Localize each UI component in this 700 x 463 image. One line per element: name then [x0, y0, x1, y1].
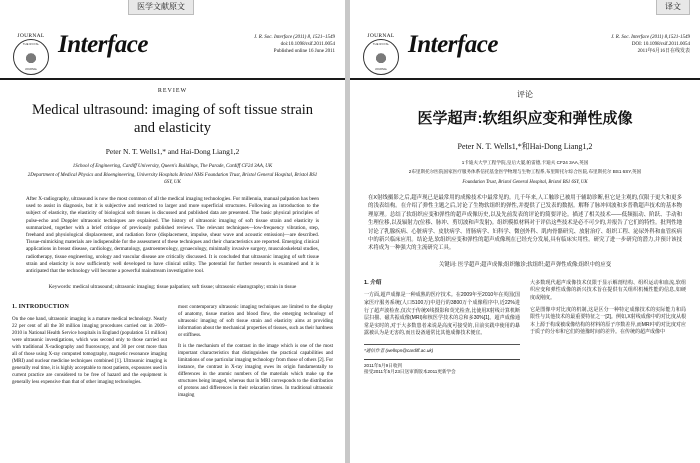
body-columns-left [12, 304, 333, 403]
body-paragraph-1-right: 大多数现代超声成像技术仅限于显示解剖结构、组织运动和血流,软组织应变和弹性成像的新兴技术旨在提供有关组织机械性能的信息,如硬度或刚度。 [530, 279, 686, 302]
body-columns-right [364, 280, 686, 376]
crest-emblem-right [364, 51, 398, 63]
footnote-accepted: 接受2011年5月23日送审新版本2011更新学会 [364, 369, 456, 375]
masthead-left [52, 32, 227, 58]
original-document-pane [0, 0, 345, 463]
affiliation-2-left: 2Department of Medical Physics and Bioengineering, University Hospitals Bristol NHS Foundation Trust, Bristol General Hospital, Bristol BS1 6SY, UK [27, 173, 318, 185]
citation-block-right [582, 32, 690, 55]
article-authors-left: Peter N. T. Wells1,* and Hai-Dong Liang1,2 [105, 147, 240, 156]
article-authors-right: Peter N. T. Wells1,*和Hai-Dong Liang1,2 [457, 142, 593, 151]
journal-word-left: JOURNAL [17, 33, 45, 39]
tab-original[interactable]: 医学文献原文 [128, 0, 194, 15]
body-column-2-left [178, 304, 333, 403]
royal-society-logo [10, 32, 52, 75]
footnote-contact[interactable]: *通信作者 (wellspn@cardiff.ac.uk) [364, 348, 434, 353]
crest-top-text-right: THE ROYAL [372, 43, 390, 46]
journal-header-right [350, 14, 700, 80]
citation-line-2-right: DOI: 10.1098/rsif.2011.0054 [631, 42, 690, 47]
citation-line-3-right: 2011年6月16日在线发表 [637, 49, 690, 54]
royal-society-logo-right [360, 32, 402, 75]
body-column-1-left [12, 304, 167, 403]
tab-translation[interactable]: 译文 [656, 0, 690, 15]
citation-block-left [227, 32, 335, 55]
intro-paragraph-1-left: On the one hand, ultrasonic imaging is a mature medical technology. Nearly 22 per cent of all the 38 million imaging procedures carried out in 2009–2010 in National Health Service hospitals in England (population 51 million) were ultrasonic investigations, which was second only to those carried out with traditional X-radiography and fluoroscopy, and 30 per cent more than all of those using X-ray computed tomography, magnetic resonance imaging (MRI) and nuclear medicine techniques combined [1]. Ultrasonic imaging is generally real time, it is highly acceptable to most patients, exposures used in current practice are considered to be free of hazard and the equipment is generally less expensive than that of other imaging technologies. [12, 316, 167, 385]
left-tab-bar [0, 0, 345, 15]
masthead-title-right: Interface [408, 31, 498, 58]
citation-line-2: doi:10.1098/rsif.2011.0054 [280, 42, 335, 47]
right-tab-bar [350, 0, 700, 15]
article-title-right: 医学超声:软组织应变和弹性成像 [417, 110, 633, 127]
crest-bottom-text-right: JOURNAL [374, 68, 388, 71]
journal-header-left [0, 14, 345, 80]
crest-emblem [14, 51, 48, 63]
crest-bottom-text: JOURNAL [24, 68, 38, 71]
masthead-right [402, 32, 582, 58]
journal-word-right: JOURNAL [367, 33, 395, 39]
affiliation-1-right: 1卡迪夫大学工程学院,皇后大厦,帕雷德,卡迪夫 CF24 3AA,英国 [461, 160, 589, 165]
citation-line-3: Published online 16 June 2011 [273, 49, 335, 54]
citation-line-1-right: J. R. Soc. Interface (2011) 8,1521-1549 [611, 35, 690, 40]
affiliation-1-left: 1School of Engineering, Cardiff University, Queen's Buildings, The Parade, Cardiff CF24 3AA, UK [72, 164, 273, 169]
body-column-2-right [530, 280, 686, 376]
abstract-left: After X-radiography, ultrasound is now the most common of all the medical imaging technologies. For millennia, manual palpation has been used to assist in diagnosis, but it is subjective and restricted to larger and more superficial structures. Following an introduction to the subject of elasticity, the elasticity of biological soft tissues is discussed and published data are presented. The basic physical principles of pulse-echo and Doppler ultrasonic techniques are explained. The history of ultrasonic imaging of soft tissue strain and elasticity is summarized, together with a brief critique of previously published reviews. The relevant techniques—low-frequency vibration, step, freehand and physiological displacement, and radiation force (displacement, impulse, shear wave and acoustic emission)—are described. Tissue-mimicking materials are indispensible for the assessment of these techniques and their characteristics are reported. Emerging clinical applications in breast disease, cardiology, dermatology, gastroenterology, gynaecology, minimally invasive surgery, musculoskeletal studies, radiotherapy, tissue engineering, urology and vascular disease are critically discussed. It is concluded that ultrasonic imaging of soft tissue strain and elasticity is now sufficiently well developed to have clinical utility. The potential for further research is examined and it is anticipated that the technology will become a powerful mainstream investigative tool. [26, 196, 319, 275]
keywords-right: 关键词: 医学超声;超声成像;组织触诊;软组织;超声弹性成像;组织中的应变 [438, 261, 612, 268]
footnote-right [364, 344, 520, 376]
citation-line-1: J. R. Soc. Interface (2011) 8, 1521–1549 [254, 35, 335, 40]
crest-icon-right [363, 39, 399, 75]
body-paragraph-2-left: It is the mechanism of the contrast in the image which is one of the most important characteristics that distinguishes the practical capabilities and limitations of one particular imaging technology from those of others [2]. For instance, the contrast in X-ray imaging owes its origin fundamentally to differences in the atomic numbers of the materials which make up the structures being imaged, whereas that in MRI corresponds to the distribution of protons and differences in their relaxation times. In traditional ultrasonic imaging [178, 343, 333, 398]
section-label-left: REVIEW [157, 88, 188, 94]
crest-top-text: THE ROYAL [22, 43, 40, 46]
footnote-divider [364, 359, 520, 360]
intro-heading-left: 1. INTRODUCTION [12, 303, 70, 310]
crest-icon [13, 39, 49, 75]
masthead-title-left: Interface [58, 31, 148, 58]
intro-paragraph-1-right: 一方面,超声成像是一种成熟的医疗技术。在2009年至2010年在英国(国家医疗服务系统(人口5100万)中进行的3800万个成像程序中,近22%进行了超声波检查,仅次于传统X线摄影和荧光检查,比使用X射线计算机断层扫描、磁共振成像(MRI)和核医学技术的总和多30%[1]。超声成像通常是实时的,对于大多数患者来说是高度可接受的,目前实践中使用的暴露被认为是无害的,而且设备通常比其他成像技术便宜。 [364, 292, 520, 337]
section-label-right: 评论 [517, 90, 533, 99]
body-paragraph-1-left: most contemporary ultrasonic imaging techniques are limited to the display of anatomy, tissue motion and blood flow, the emerging technology of ultrasonic imaging of soft tissue strain and elasticity aims at providing information about the mechanical properties of tissues, such as their hardness or stiffness. [178, 304, 333, 338]
affiliation-en-right: Foundation Trust, Bristol General Hospital, Bristol BS1 6SY, UK [462, 180, 588, 185]
affiliation-2-right: 2布里斯托尔医院国家医疗服务体系信托基金医学物理与生物工程系,布里斯托尔综合医院,布里斯托尔 BS1 6SY,英国 [408, 169, 642, 174]
keywords-left: Keywords: medical ultrasound; ultrasonic imaging; tissue palpation; soft tissue; ultrasonic elastography; strain in tissue [48, 284, 297, 291]
body-column-1-right [364, 280, 520, 376]
intro-heading-right: 1. 介绍 [364, 279, 382, 286]
body-paragraph-2-right: 它是图像中对比度的机制,这是区分一种特定成像技术的实际能力和局限性与其他技术的最重要特征之一[2]。例如,X射线成像中的对比度从根本上源于构成被成像结构的材料的原子序数差异,而MRI中的对比度对应于质子的分布和它们的弛豫时间的差异。在传统的超声成像中 [530, 306, 686, 336]
footnote-received: 2011年5月9日收到 [364, 362, 402, 368]
abstract-right: 在X射线摄影之后,超声现已是最常用的成像技术中最常见的。几千年来,人工触诊已被用于辅助诊断,但它是主观的,仅限于更大和更多的浅表结构。在介绍了弹性主题之后,讨论了生物软组织的弹性,并提供了已发表的数据。解释了脉冲回波和多普勒超声技术的基本物理原理。总结了软组织应变和弹性的超声成像历史,以及先前发表的评论的简要评论。描述了相关技术——低频振动、阶跃、手动和生理位移,以及辐射力(位移、脉冲、剪切波和声发射)。组织模拟材料对于评估这些技术是必不可少的,并报告了它们的特性。批判性地讨论了乳腺疾病、心脏病学、皮肤病学、胃肠病学、妇科学、微创外科、肌肉骨骼研究、放射治疗、组织工程、泌尿外科和血管疾病中的新兴临床应用。结论是,软组织应变和弹性的超声成像现在已经充分发展,具有临床实用性。研究了进一步研究的潜力,并预计该技术将成为一种强大的主流研究工具。 [368, 195, 682, 252]
article-title-left: Medical ultrasound: imaging of soft tissue strain and elasticity [31, 102, 314, 136]
translated-document-pane [350, 0, 700, 463]
